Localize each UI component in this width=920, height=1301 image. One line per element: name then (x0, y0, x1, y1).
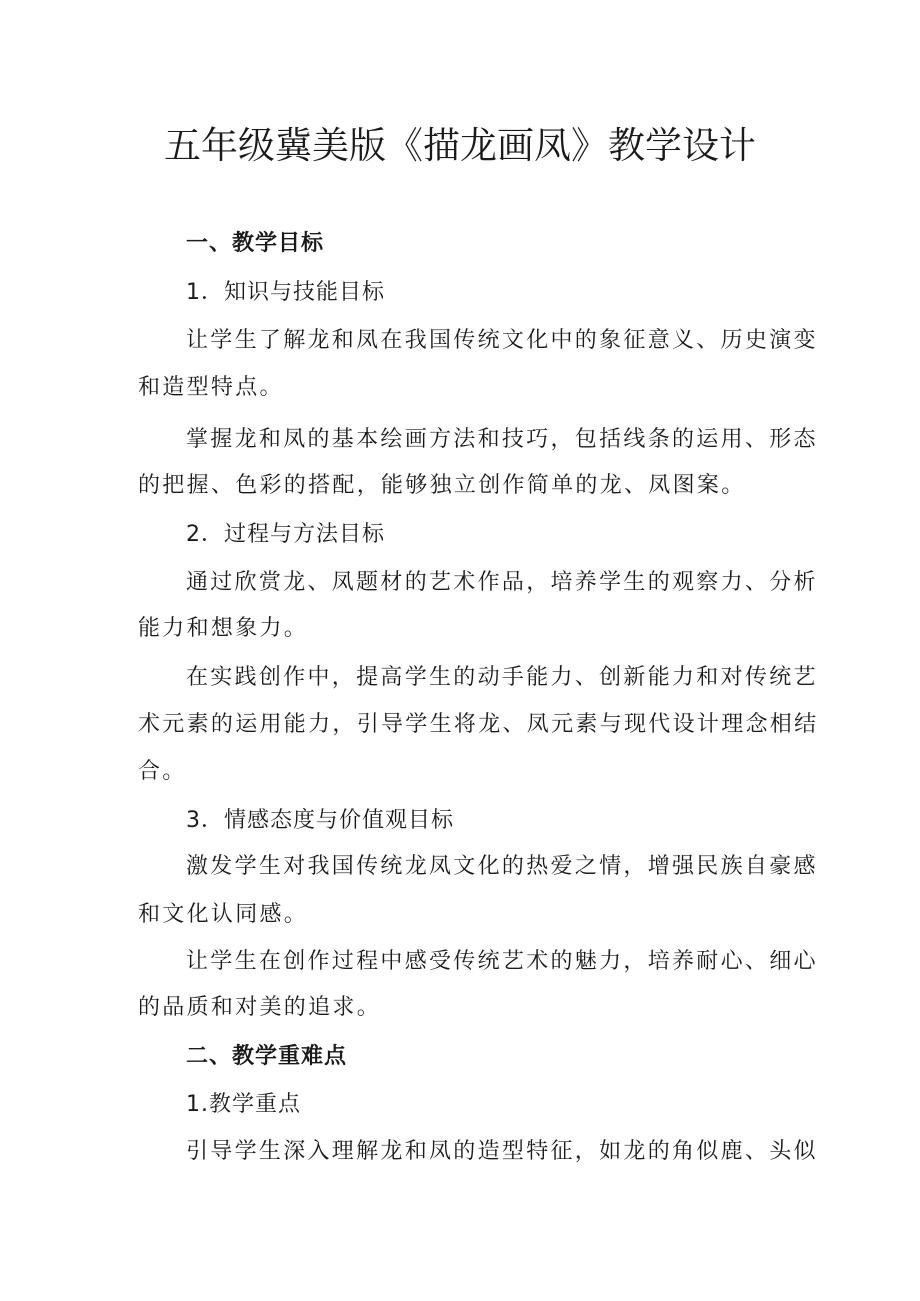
paragraph-line: 通过欣赏龙、凤题材的艺术作品，培养学生的观察力、分析 (186, 570, 818, 595)
paragraph-line: 引导学生深入理解龙和凤的造型特征，如龙的角似鹿、头似 (186, 1139, 818, 1164)
subheading-emotion-values: 3．情感态度与价值观目标 (186, 808, 454, 833)
section-heading-teaching-goals: 一、教学目标 (186, 231, 325, 256)
paragraph-line: 和造型特点。 (138, 375, 284, 400)
paragraph-line: 在实践创作中，提高学生的动手能力、创新能力和对传统艺 (186, 665, 818, 690)
paragraph-line: 和文化认同感。 (138, 902, 309, 927)
paragraph-line: 的把握、色彩的搭配，能够独立创作简单的龙、凤图案。 (138, 473, 746, 498)
paragraph-line: 能力和想象力。 (138, 616, 309, 641)
section-heading-key-difficulties: 二、教学重难点 (186, 1044, 348, 1069)
paragraph-line: 的品质和对美的追求。 (138, 995, 382, 1020)
paragraph-line: 掌握龙和凤的基本绘画方法和技巧，包括线条的运用、形态 (186, 427, 818, 452)
subheading-knowledge-skills: 1．知识与技能目标 (186, 280, 385, 305)
paragraph-line: 让学生在创作过程中感受传统艺术的魅力，培养耐心、细心 (186, 949, 818, 974)
subheading-teaching-focus: 1.教学重点 (186, 1092, 301, 1117)
paragraph-line: 合。 (138, 759, 187, 784)
subheading-process-method: 2．过程与方法目标 (186, 522, 385, 547)
document-title: 五年级冀美版《描龙画凤》教学设计 (164, 124, 756, 167)
paragraph-line: 术元素的运用能力，引导学生将龙、凤元素与现代设计理念相结 (138, 712, 819, 737)
paragraph-line: 激发学生对我国传统龙凤文化的热爱之情，增强民族自豪感 (186, 854, 818, 879)
paragraph-line: 让学生了解龙和凤在我国传统文化中的象征意义、历史演变 (186, 328, 818, 353)
